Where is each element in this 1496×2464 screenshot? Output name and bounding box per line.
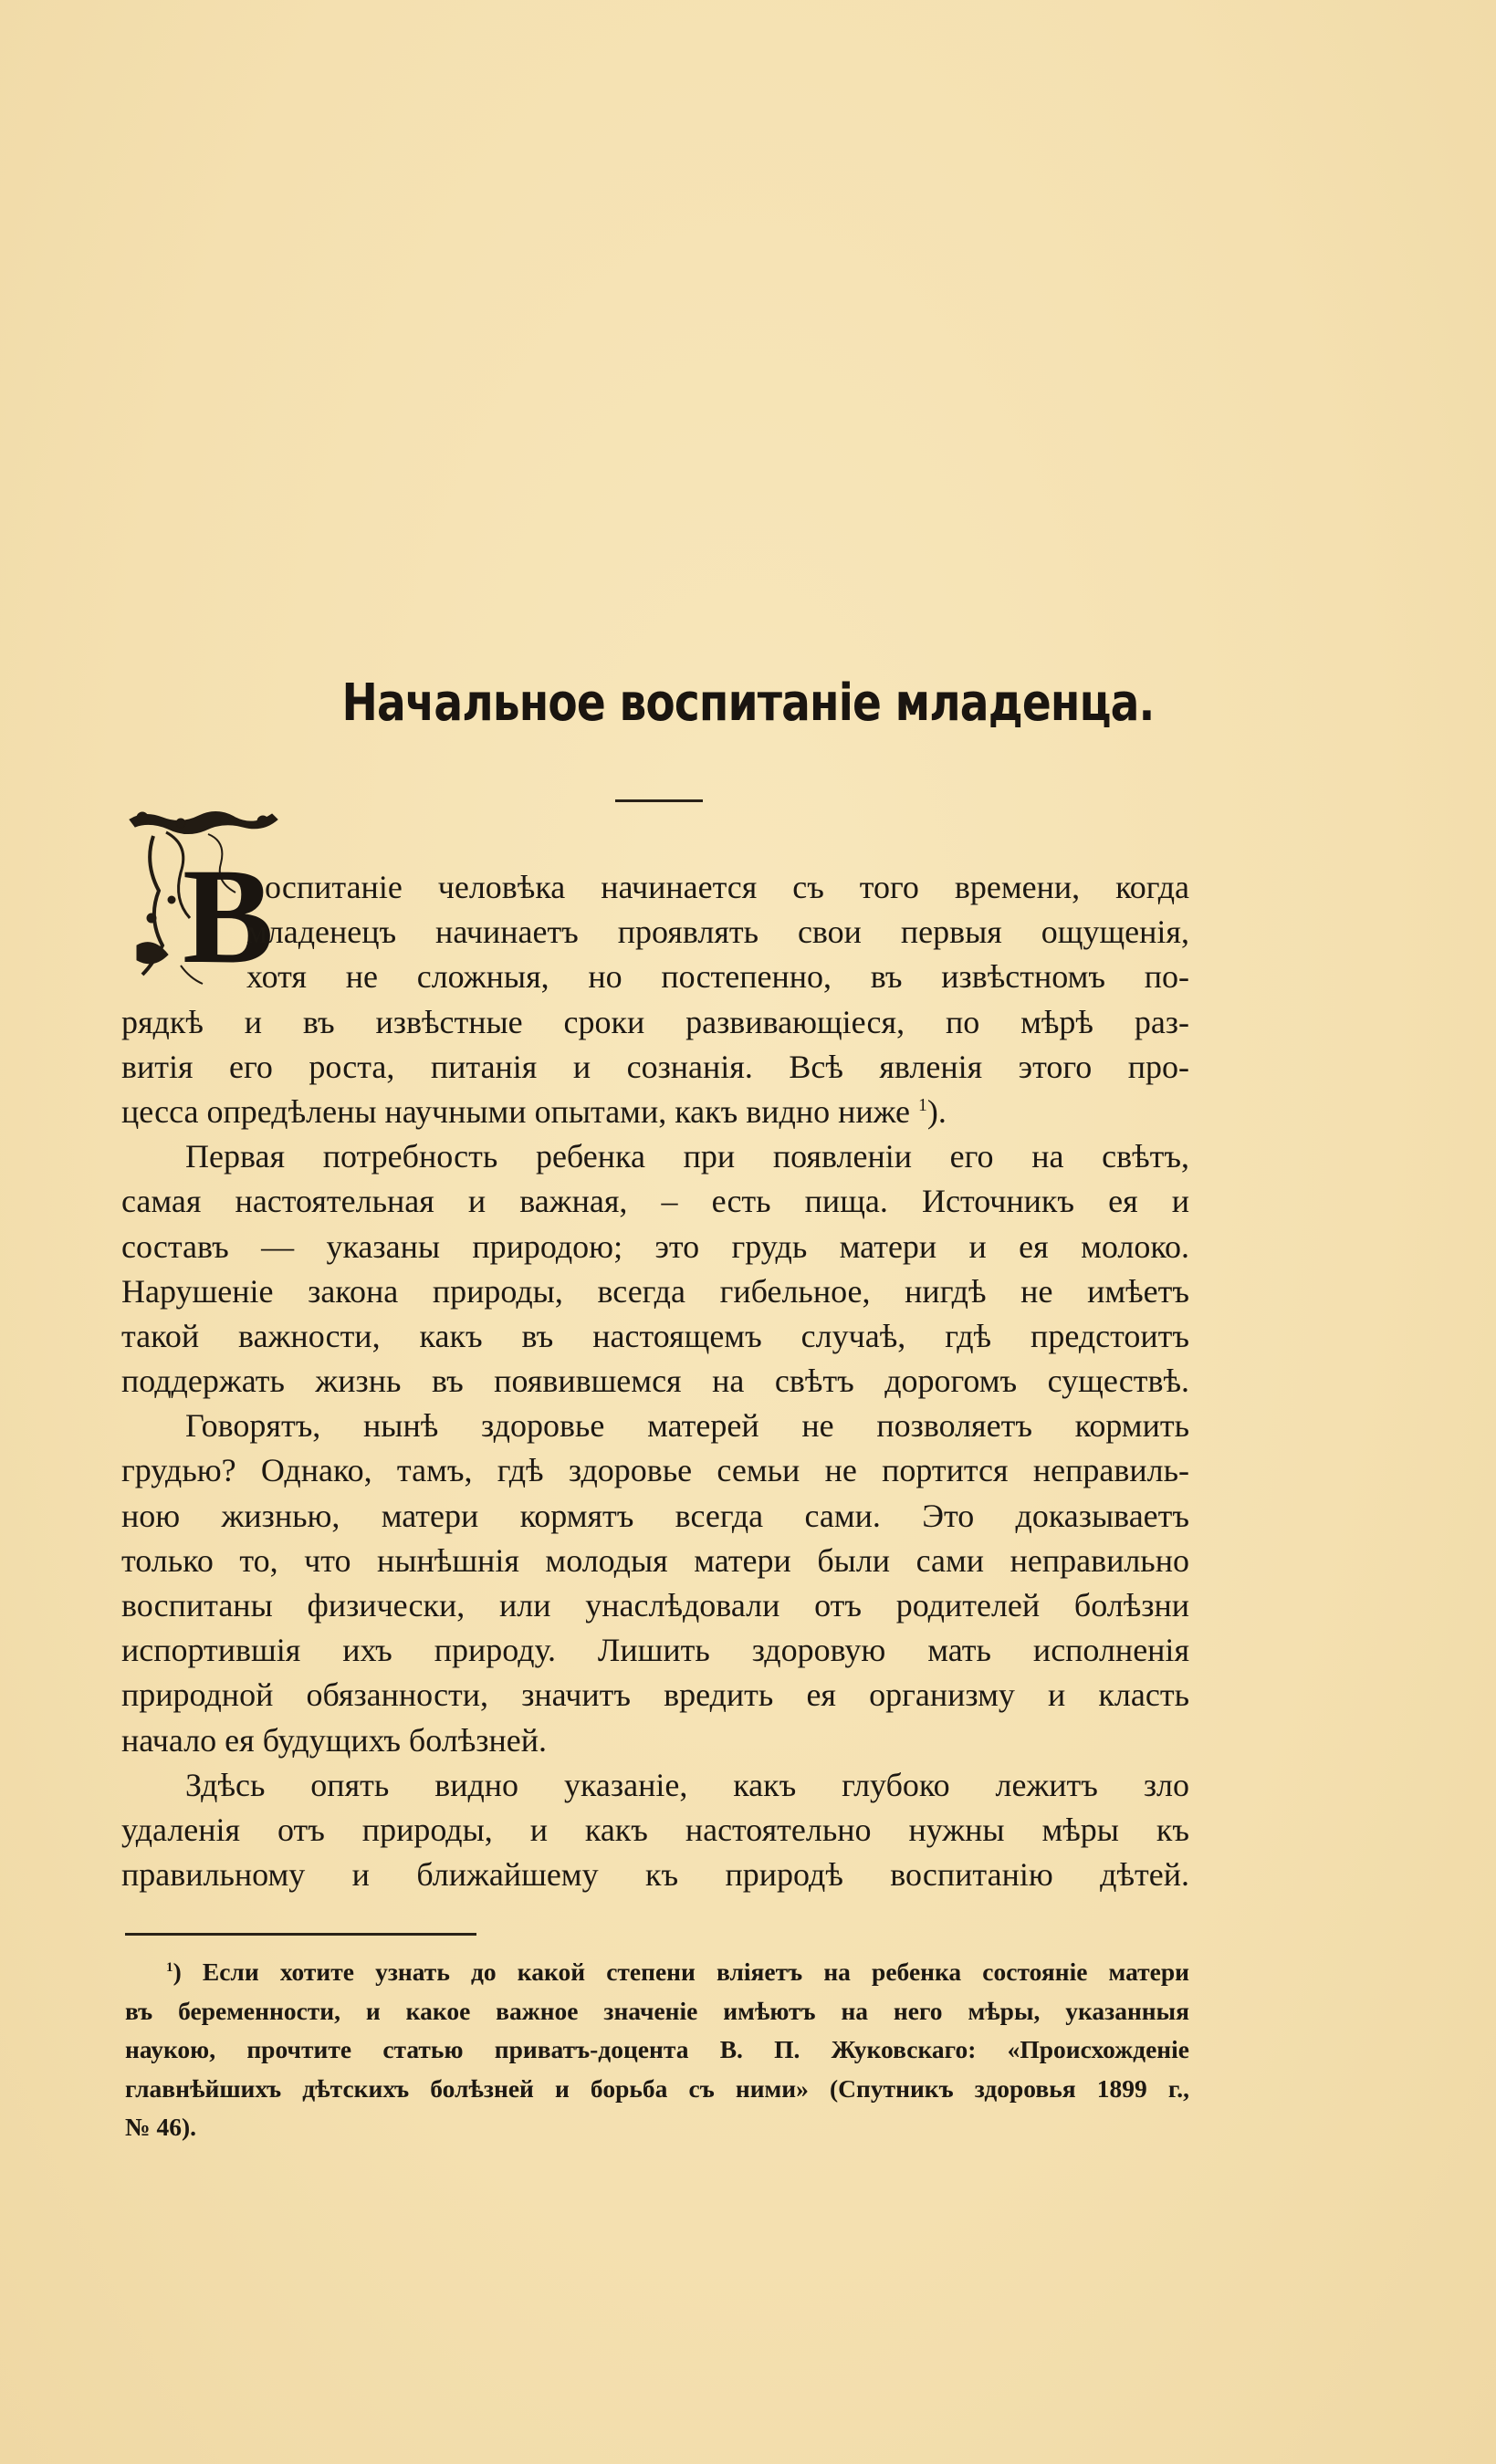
chapter-title: Начальное воспитаніе младенца. xyxy=(341,673,1155,733)
footnote-divider xyxy=(125,1933,476,1936)
text-line: хотя не сложныя, но постепенно, въ извѣстномъ по- xyxy=(246,958,1189,996)
text-line: рядкѣ и въ извѣстные сроки развивающіеся, по мѣрѣ раз- xyxy=(121,1003,1189,1040)
drop-cap-letter: В xyxy=(183,840,275,987)
footnote-line: главнѣйшихъ дѣтскихъ болѣзней и борьба съ ними» (Спутникъ здоровья 1899 г., xyxy=(125,2073,1189,2103)
title-divider xyxy=(615,799,703,802)
text-line: поддержать жизнь въ появившемся на свѣтъ дорогомъ существѣ. xyxy=(121,1363,1189,1400)
body-text xyxy=(121,865,1189,1897)
text-line: ною жизнью, матери кормятъ всегда сами. Это доказываетъ xyxy=(121,1497,1189,1534)
text-line: правильному и ближайшему къ природѣ воспитанію дѣтей. xyxy=(121,1856,1189,1894)
text-line: оспитаніе человѣка начинается съ того времени, когда xyxy=(265,869,1189,905)
text-line: воспитаны физически, или унаслѣдовали отъ родителей болѣзни xyxy=(121,1587,1189,1624)
footnote-reference[interactable]: 1 xyxy=(918,1094,927,1115)
text-line: начало ея будущихъ болѣзней. xyxy=(121,1721,548,1759)
text-line: Говорятъ, нынѣ здоровье матерей не позволяетъ кормить xyxy=(185,1407,1189,1445)
footnote-line: въ беременности, и какое важное значеніе имѣютъ на него мѣры, указанныя xyxy=(125,1996,1189,2025)
text-line: составъ — указаны природою; это грудь матери и ея молоко. xyxy=(121,1227,1189,1265)
text-line: испортившія ихъ природу. Лишить здоровую мать исполненія xyxy=(121,1632,1189,1669)
text-line: только то, что нынѣшнія молодыя матери были сами неправильно xyxy=(121,1541,1189,1579)
footnote-line: наукою, прочтите статью приватъ-доцента В. П. Жуковскаго: «Происхожденіе xyxy=(125,2035,1189,2063)
text-line: Нарушеніе закона природы, всегда гибельное, нигдѣ не имѣетъ xyxy=(121,1272,1189,1310)
footnote-marker: 1 xyxy=(166,1959,173,1975)
text-line: цесса опредѣлены научными опытами, какъ видно ниже $^1$). xyxy=(121,1092,947,1130)
text-line: удаленія отъ природы, и какъ настоятельно нужны мѣры къ xyxy=(121,1811,1189,1848)
text-line: младенецъ начинаетъ проявлять свои первыя ощущенія, xyxy=(246,914,1189,951)
text-line: природной обязанности, значитъ вредить ея организму и класть xyxy=(121,1676,1189,1714)
text-line: Первая потребность ребенка при появленіи его на свѣтъ, xyxy=(185,1138,1189,1175)
text-line: Здѣсь опять видно указаніе, какъ глубоко лежитъ зло xyxy=(185,1766,1189,1803)
text-line: витія его роста, питанія и сознанія. Всѣ явленія этого про- xyxy=(121,1048,1189,1085)
footnote xyxy=(125,1953,1189,2147)
footnote-line: $^1$) Если хотите узнать до какой степени вліяетъ на ребенка состояніе матери xyxy=(166,1958,1189,1986)
footnote-line: № 46). xyxy=(125,2113,197,2141)
text-line: такой важности, какъ въ настоящемъ случаѣ, гдѣ предстоитъ xyxy=(121,1317,1189,1354)
text-line: самая настоятельная и важная, – есть пища. Источникъ ея и xyxy=(121,1183,1189,1220)
text-line: грудью? Однако, тамъ, гдѣ здоровье семьи не портится неправиль- xyxy=(121,1452,1189,1489)
